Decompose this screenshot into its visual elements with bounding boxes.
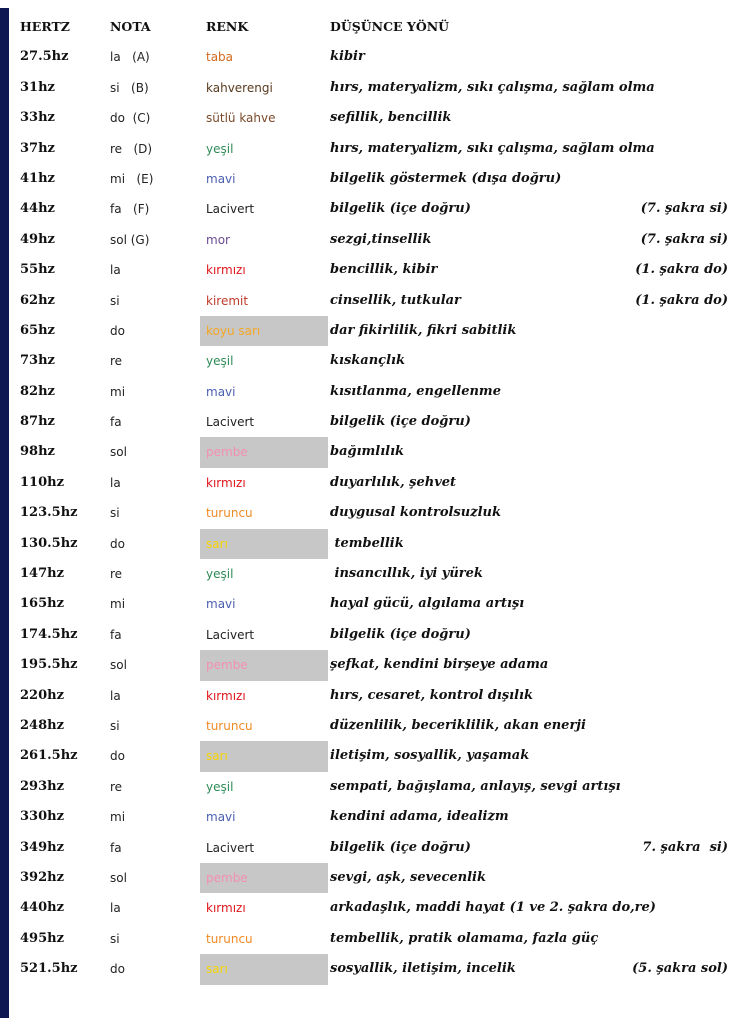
- color-cell: mavi: [206, 171, 236, 186]
- frequency-table: [20, 12, 732, 985]
- color-cell: taba: [206, 50, 234, 65]
- chakra-note: (1. şakra do): [635, 262, 728, 278]
- table-row: [20, 954, 732, 984]
- note-cell: la: [110, 901, 121, 916]
- hertz-cell: 41hz: [20, 170, 55, 186]
- hertz-cell: 31hz: [20, 79, 55, 95]
- note-cell: sol: [110, 658, 127, 673]
- color-cell: kahverengi: [206, 80, 273, 95]
- hertz-cell: 73hz: [20, 353, 55, 369]
- note-cell: re (D): [110, 141, 153, 156]
- table-row: [20, 42, 732, 72]
- hertz-cell: 220hz: [20, 687, 64, 703]
- table-row: [20, 772, 732, 802]
- hertz-cell: 27.5hz: [20, 49, 69, 65]
- color-cell: mavi: [206, 810, 236, 825]
- hertz-cell: 82hz: [20, 383, 55, 399]
- thought-direction-cell: tembellik, pratik olamama, fazla güç: [330, 930, 599, 946]
- table-row: [20, 286, 732, 316]
- table-row: [20, 559, 732, 589]
- note-cell: la (A): [110, 50, 150, 65]
- thought-direction-cell: bilgelik (içe doğru): [330, 839, 471, 855]
- note-cell: mi: [110, 810, 126, 825]
- note-cell: la: [110, 263, 121, 278]
- hertz-cell: 392hz: [20, 869, 64, 885]
- thought-direction-cell: sefillik, bencillik: [330, 110, 452, 126]
- color-cell: sütlü kahve: [206, 111, 276, 126]
- table-row: [20, 711, 732, 741]
- table-row: [20, 741, 732, 771]
- hertz-cell: 110hz: [20, 474, 64, 490]
- table-row: [20, 802, 732, 832]
- thought-direction-cell: hırs, cesaret, kontrol dışılık: [330, 687, 534, 703]
- thought-direction-cell: bilgelik (içe doğru): [330, 201, 471, 217]
- thought-direction-cell: kendini adama, idealizm: [330, 809, 509, 825]
- table-row: [20, 468, 732, 498]
- hertz-cell: 261.5hz: [20, 748, 78, 764]
- hertz-cell: 55hz: [20, 262, 55, 278]
- color-cell: mor: [206, 232, 230, 247]
- color-cell: turuncu: [206, 506, 253, 521]
- color-cell: pembe: [200, 650, 328, 680]
- table-row: [20, 529, 732, 559]
- color-cell: koyu sarı: [200, 316, 328, 346]
- thought-direction-cell: sezgi,tinsellik: [330, 231, 432, 247]
- color-cell: pembe: [200, 437, 328, 467]
- color-cell: mavi: [206, 597, 236, 612]
- table-row: [20, 225, 732, 255]
- hertz-cell: 248hz: [20, 717, 64, 733]
- hertz-cell: 349hz: [20, 839, 64, 855]
- note-cell: sol (G): [110, 232, 150, 247]
- hertz-cell: 195.5hz: [20, 657, 78, 673]
- thought-direction-cell: tembellik: [330, 535, 404, 551]
- table-row: [20, 164, 732, 194]
- table-row: [20, 681, 732, 711]
- thought-direction-cell: duyarlılık, şehvet: [330, 474, 457, 490]
- note-cell: fa: [110, 840, 122, 855]
- hertz-cell: 33hz: [20, 110, 55, 126]
- thought-direction-cell: düzenlilik, beceriklilik, akan enerji: [330, 717, 586, 733]
- note-cell: si: [110, 931, 120, 946]
- color-cell: Lacivert: [206, 840, 255, 855]
- hertz-cell: 130.5hz: [20, 535, 78, 551]
- color-cell: kırmızı: [206, 263, 246, 278]
- chakra-note: (1. şakra do): [635, 292, 728, 308]
- hertz-cell: 65hz: [20, 322, 55, 338]
- hertz-cell: 44hz: [20, 201, 55, 217]
- table-row: [20, 893, 732, 923]
- color-cell: sarı: [200, 741, 328, 771]
- header-dusunce-yonu: DÜŞÜNCE YÖNÜ: [330, 19, 450, 34]
- thought-direction-cell: kibir: [330, 49, 365, 65]
- color-cell: yeşil: [206, 141, 234, 156]
- hertz-cell: 123.5hz: [20, 505, 78, 521]
- hertz-cell: 147hz: [20, 566, 64, 582]
- note-cell: re: [110, 779, 123, 794]
- thought-direction-cell: insancıllık, iyi yürek: [330, 566, 483, 582]
- hertz-cell: 49hz: [20, 231, 55, 247]
- thought-direction-cell: bencillik, kibir: [330, 262, 438, 278]
- hertz-cell: 293hz: [20, 778, 64, 794]
- color-cell: yeşil: [206, 567, 234, 582]
- table-row: [20, 498, 732, 528]
- thought-direction-cell: kıskançlık: [330, 353, 405, 369]
- hertz-cell: 521.5hz: [20, 961, 78, 977]
- hertz-cell: 62hz: [20, 292, 55, 308]
- thought-direction-cell: bilgelik (içe doğru): [330, 626, 471, 642]
- thought-direction-cell: iletişim, sosyallik, yaşamak: [330, 748, 530, 764]
- table-row: [20, 316, 732, 346]
- thought-direction-cell: bilgelik göstermek (dışa doğru): [330, 170, 562, 186]
- hertz-cell: 37hz: [20, 140, 55, 156]
- header-nota: NOTA: [110, 19, 151, 34]
- color-cell: turuncu: [206, 931, 253, 946]
- note-cell: si: [110, 293, 120, 308]
- note-cell: fa (F): [110, 202, 150, 217]
- thought-direction-cell: sevgi, aşk, sevecenlik: [330, 869, 486, 885]
- chakra-note: (5. şakra sol): [632, 961, 728, 977]
- note-cell: la: [110, 475, 121, 490]
- table-row: [20, 103, 732, 133]
- thought-direction-cell: bağımlılık: [330, 444, 405, 460]
- note-cell: sol: [110, 445, 127, 460]
- thought-direction-cell: hırs, materyalizm, sıkı çalışma, sağlam olma: [330, 79, 655, 95]
- color-cell: kırmızı: [206, 475, 246, 490]
- color-cell: Lacivert: [206, 415, 255, 430]
- thought-direction-cell: şefkat, kendini birşeye adama: [330, 657, 549, 673]
- table-row: [20, 589, 732, 619]
- thought-direction-cell: sempati, bağışlama, anlayış, sevgi artışı: [330, 778, 621, 794]
- hertz-cell: 330hz: [20, 809, 64, 825]
- note-cell: re: [110, 354, 123, 369]
- color-cell: Lacivert: [206, 202, 255, 217]
- thought-direction-cell: cinsellik, tutkular: [330, 292, 461, 308]
- color-cell: yeşil: [206, 779, 234, 794]
- note-cell: si (B): [110, 80, 149, 95]
- table-row: [20, 407, 732, 437]
- table-row: [20, 134, 732, 164]
- color-cell: turuncu: [206, 718, 253, 733]
- thought-direction-cell: hayal gücü, algılama artışı: [330, 596, 525, 612]
- chakra-note: (7. şakra si): [640, 231, 728, 247]
- color-cell: Lacivert: [206, 627, 255, 642]
- chakra-note: (7. şakra si): [640, 201, 728, 217]
- hertz-cell: 98hz: [20, 444, 55, 460]
- note-cell: si: [110, 506, 120, 521]
- thought-direction-cell: arkadaşlık, maddi hayat (1 ve 2. şakra do,re): [330, 900, 656, 916]
- color-cell: mavi: [206, 384, 236, 399]
- table-row: [20, 863, 732, 893]
- note-cell: mi (E): [110, 171, 154, 186]
- table-row: [20, 924, 732, 954]
- thought-direction-cell: duygusal kontrolsuzluk: [330, 505, 501, 521]
- hertz-cell: 495hz: [20, 930, 64, 946]
- hertz-cell: 440hz: [20, 900, 64, 916]
- color-cell: kırmızı: [206, 688, 246, 703]
- left-accent-bar: [0, 8, 9, 1018]
- table-row: [20, 194, 732, 224]
- table-row: [20, 346, 732, 376]
- table-header-row: [20, 12, 732, 42]
- table-row: [20, 437, 732, 467]
- thought-direction-cell: kısıtlanma, engellenme: [330, 383, 501, 399]
- note-cell: fa: [110, 415, 122, 430]
- hertz-cell: 174.5hz: [20, 626, 78, 642]
- note-cell: do: [110, 962, 125, 977]
- color-cell: kiremit: [206, 293, 249, 308]
- table-row: [20, 833, 732, 863]
- color-cell: kırmızı: [206, 901, 246, 916]
- thought-direction-cell: hırs, materyalizm, sıkı çalışma, sağlam olma: [330, 140, 655, 156]
- hertz-cell: 87hz: [20, 414, 55, 430]
- table-row: [20, 73, 732, 103]
- note-cell: do: [110, 323, 125, 338]
- color-cell: sarı: [200, 954, 328, 984]
- thought-direction-cell: dar fikirlilik, fikri sabitlik: [330, 322, 517, 338]
- table-row: [20, 620, 732, 650]
- chakra-note: 7. şakra si): [642, 839, 728, 855]
- header-renk: RENK: [206, 19, 249, 34]
- color-cell: yeşil: [206, 354, 234, 369]
- table-row: [20, 377, 732, 407]
- color-cell: sarı: [200, 529, 328, 559]
- table-row: [20, 255, 732, 285]
- note-cell: mi: [110, 597, 126, 612]
- note-cell: la: [110, 688, 121, 703]
- table-body: [20, 42, 732, 984]
- note-cell: si: [110, 718, 120, 733]
- table-row: [20, 650, 732, 680]
- note-cell: mi: [110, 384, 126, 399]
- note-cell: do: [110, 536, 125, 551]
- note-cell: re: [110, 567, 123, 582]
- hertz-cell: 165hz: [20, 596, 64, 612]
- note-cell: do (C): [110, 111, 151, 126]
- note-cell: sol: [110, 870, 127, 885]
- note-cell: do: [110, 749, 125, 764]
- thought-direction-cell: bilgelik (içe doğru): [330, 414, 471, 430]
- note-cell: fa: [110, 627, 122, 642]
- header-hertz: HERTZ: [20, 19, 70, 34]
- thought-direction-cell: sosyallik, iletişim, incelik: [330, 961, 516, 977]
- color-cell: pembe: [200, 863, 328, 893]
